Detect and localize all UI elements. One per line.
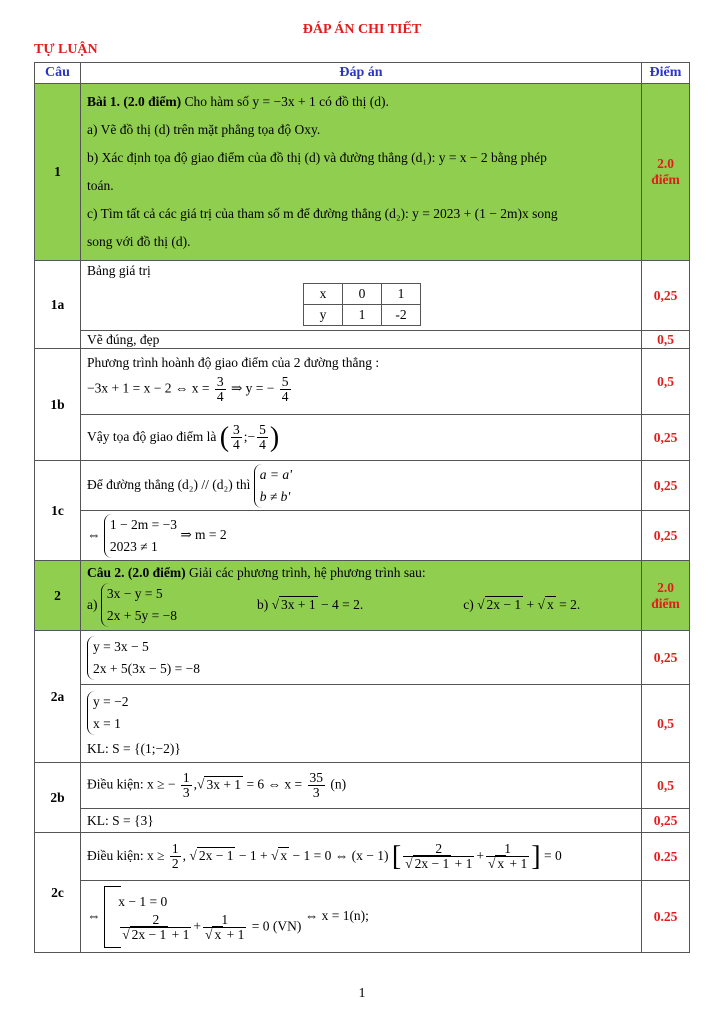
answer-2c-number: 2c <box>35 833 81 953</box>
question-1-points <box>642 84 690 261</box>
value-table-row-y <box>304 305 421 326</box>
answer-1a-row <box>35 261 690 331</box>
answer-2b-result-points: 0,25 <box>642 809 690 833</box>
value-table <box>303 283 421 326</box>
value-cell: 0 <box>343 284 382 305</box>
answer-1b-number: 1b <box>35 349 81 461</box>
answer-2b-result-row <box>35 809 690 833</box>
equation-c: √ 2x − 1 + √ x = 2. <box>477 596 581 612</box>
answer-2c-row <box>35 833 690 881</box>
condition-text: Điều kiện: x ≥ − <box>87 776 176 792</box>
sqrt-content: 3x + 1 <box>206 776 242 792</box>
col-header-dap-an: Đáp án <box>81 63 642 84</box>
question-2-points <box>642 561 690 631</box>
answer-2b-cond: Điều kiện: x ≥ − $\frac{1}{3}$ ,√ 3x + 1 = 6 ⇔ x = $\frac{35}{3}$ (n) <box>81 763 642 809</box>
answer-2a-result-row <box>35 685 690 763</box>
answer-2a-number: 2a <box>35 631 81 763</box>
equation-part: ⇒ y = − <box>230 380 275 396</box>
answer-1a-draw-row <box>35 331 690 349</box>
fraction: $\frac{35}{3}$ <box>309 770 324 800</box>
answer-2a-system <box>81 631 642 685</box>
answer-table <box>34 62 690 953</box>
equivalence-symbol: ⇔ <box>87 907 101 923</box>
part-label: c) <box>463 596 474 612</box>
answer-1c-result-row <box>35 511 690 561</box>
points-value: 2.0 <box>657 156 674 171</box>
fraction: $\frac{5}{4}$ <box>259 422 266 452</box>
col-header-cau: Câu <box>35 63 81 84</box>
answer-1c-number: 1c <box>35 461 81 561</box>
table-header-row <box>35 63 690 84</box>
question-1b-line1: b) Xác định tọa độ giao điểm của đồ thị (d) và đường thẳng (d₁): y = x − 2 bằng phép <box>87 150 547 165</box>
system-brace: y = 3x − 5 2x + 5(3x − 5) = −8 <box>87 636 200 680</box>
fraction: $\frac{1}{3}$ <box>182 770 190 800</box>
system-brace: y = −2 x = 1 <box>87 691 128 735</box>
question-2-row <box>35 561 690 631</box>
result-text: ⇒ m = 2 <box>180 526 227 542</box>
system-brace: 3x − y = 5 2x + 5y = −8 <box>101 583 177 627</box>
value-cell: 1 <box>343 305 382 326</box>
answer-1a-label: Bảng giá trị <box>87 263 151 278</box>
answer-1a-table-cell <box>81 261 642 331</box>
question-1-intro: Cho hàm số y = −3x + 1 có đồ thị (d). <box>181 94 389 109</box>
answer-1c-points: 0,25 <box>642 461 690 511</box>
fraction: $\frac{5}{4}$ <box>281 374 289 404</box>
section-heading: TỰ LUẬN <box>34 42 98 57</box>
answer-1a-draw: Vẽ đúng, đẹp <box>81 331 642 349</box>
answer-1b-eq <box>81 349 642 415</box>
points-unit: điểm <box>651 595 680 611</box>
answer-2a-points: 0,25 <box>642 631 690 685</box>
answer-2c-cond: Điều kiện: x ≥ $\frac{1}{2}$ , √ 2x − 1 − 1 + √ x − 1 = 0 ⇔ (x − 1) [ $\frac{2}{√ 2x - 1 + 1}$ + $\frac{1}{√ x + 1}$ ] = 0 <box>81 833 642 881</box>
system-brace: a = a' b ≠ b' <box>254 464 292 508</box>
answer-1c-result-points: 0,25 <box>642 511 690 561</box>
equation-b: √ 3x + 1 − 4 = 2. <box>271 596 364 612</box>
answer-1b-text: Phương trình hoành độ giao điểm của 2 đường thẳng : <box>87 355 380 370</box>
part-label: a) <box>87 596 98 612</box>
fraction: $\frac{1}{√ x + 1}$ <box>205 912 245 942</box>
fraction: $\frac{1}{√ x + 1}$ <box>487 841 528 871</box>
answer-2b-row <box>35 763 690 809</box>
document-title: ĐÁP ÁN CHI TIẾT <box>302 22 422 37</box>
answer-1b-result-row <box>35 415 690 461</box>
answer-2c-result-points: 0.25 <box>642 881 690 953</box>
answer-2c-points: 0.25 <box>642 833 690 881</box>
fraction: $\frac{3}{4}$ <box>216 374 224 404</box>
answer-1a-number: 1a <box>35 261 81 349</box>
fraction: $\frac{3}{4}$ <box>233 422 240 452</box>
answer-2b-points: 0,5 <box>642 763 690 809</box>
fraction: $\frac{2}{√ 2x - 1 + 1}$ <box>405 841 473 871</box>
question-1a: a) Vẽ đồ thị (d) trên mặt phẳng tọa độ Oxy. <box>87 122 321 137</box>
equivalence-symbol: ⇔ <box>87 526 101 542</box>
answer-2b-number: 2b <box>35 763 81 833</box>
question-2-title: Câu 2. (2.0 điểm) <box>87 564 186 580</box>
result-text: Vậy tọa độ giao điểm là <box>87 428 217 444</box>
condition-text: Để đường thẳng (d₂) // (d₂) thì <box>87 476 251 492</box>
result-text: ⇔ x = 1(n); <box>304 907 369 923</box>
conclusion: KL: S = {(1;−2)} <box>87 740 181 756</box>
question-2-intro: Giải các phương trình, hệ phương trình sau: <box>185 564 426 580</box>
answer-1b-row <box>35 349 690 415</box>
condition-text: Điều kiện: x ≥ <box>87 847 165 863</box>
answer-2a-row <box>35 631 690 685</box>
answer-2c-result: ⇔ x − 1 = 0 $\frac{2}{√ 2x - 1 + 1}$ + $\frac{1}{√ x + 1}$ = 0 (VN) ⇔ x = 1(n); <box>81 881 642 953</box>
answer-1a-points: 0,25 <box>642 261 690 331</box>
value-cell: y <box>304 305 343 326</box>
fraction: $\frac{1}{2}$ <box>171 841 179 871</box>
answer-1c-result <box>81 511 642 561</box>
answer-1b-result-points: 0,25 <box>642 415 690 461</box>
question-1c-line2: song với đồ thị (d). <box>87 234 191 249</box>
points-value: 2.0 <box>657 579 674 595</box>
value-cell: x <box>304 284 343 305</box>
fraction: $\frac{2}{√ 2x - 1 + 1}$ <box>122 912 190 942</box>
answer-2b-result: KL: S = {3} <box>81 809 642 833</box>
separator: ;− <box>243 428 256 444</box>
question-number: 1 <box>35 84 81 261</box>
value-cell: -2 <box>382 305 421 326</box>
question-2-text <box>81 561 642 631</box>
value-cell: 1 <box>382 284 421 305</box>
col-header-diem: Điểm <box>642 63 690 84</box>
answer-1b-result: Vậy tọa độ giao điểm là ( $\frac{3}{4}$ ;− $\frac{5}{4}$ ) <box>81 415 642 461</box>
answer-1c-row <box>35 461 690 511</box>
equation-part: −3x + 1 = x − 2 ⇔ x = <box>87 380 210 396</box>
answer-2c-result-row <box>35 881 690 953</box>
answer-1b-points: 0,5 <box>642 349 690 415</box>
answer-1c-cond <box>81 461 642 511</box>
answer-2a-result <box>81 685 642 763</box>
question-1-title: Bài 1. (2.0 điểm) <box>87 94 182 109</box>
question-1-text <box>81 84 642 261</box>
system-brace: 1 − 2m = −3 2023 ≠ 1 <box>104 514 177 558</box>
question-1-row <box>35 84 690 261</box>
question-1c-line1: c) Tìm tất cả các giá trị của tham số m để đường thẳng (d₂): y = 2023 + (1 − 2m)x song <box>87 206 558 221</box>
part-label: b) <box>256 596 269 612</box>
answer-1a-draw-points: 0,5 <box>642 331 690 349</box>
answer-2a-result-points: 0,5 <box>642 685 690 763</box>
question-1b-line2: toán. <box>87 178 114 193</box>
page-number: 1 <box>358 986 366 1001</box>
question-number: 2 <box>35 561 81 631</box>
value-table-row-x <box>304 284 421 305</box>
points-unit: điểm <box>651 172 680 187</box>
